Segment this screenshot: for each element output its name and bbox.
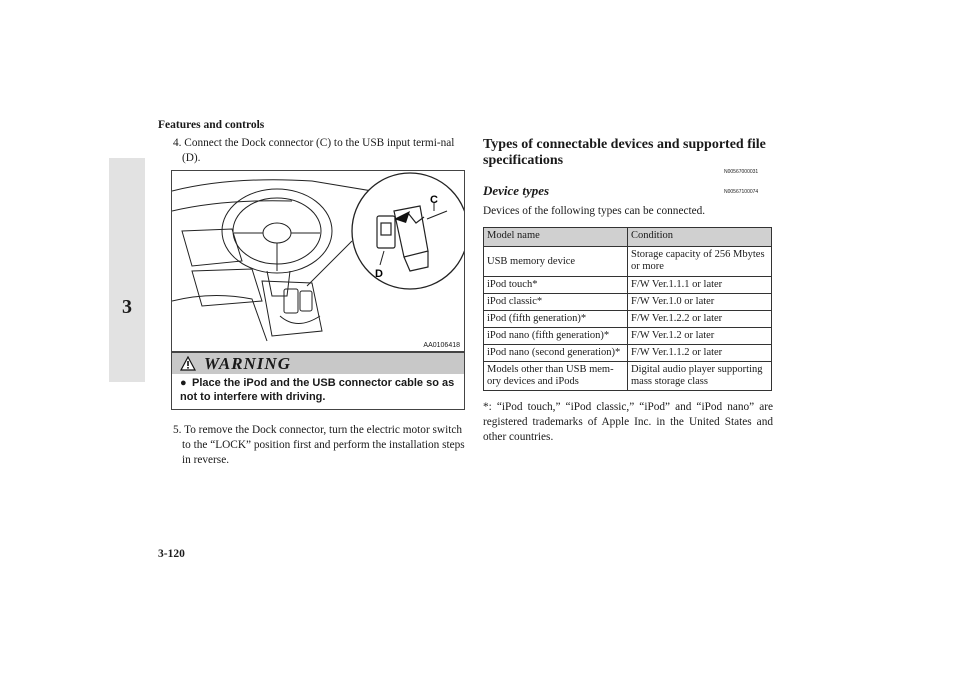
chapter-tab (109, 158, 145, 382)
figure-code: AA0106418 (423, 342, 460, 349)
warning-text: Place the iPod and the USB connector cable so as not to interfere with driving. (180, 377, 455, 403)
table-row (484, 277, 772, 294)
dashboard-illustration (172, 171, 464, 351)
running-header: Features and controls (158, 119, 265, 131)
warning-text-block (180, 376, 458, 404)
table-cell: Digital audio player supporting mass storage class (628, 362, 772, 391)
device-table (483, 227, 772, 391)
step-5-text: 5. To remove the Dock connector, turn the electric motor switch to the “LOCK” position first and perform the installation steps in reverse. (173, 424, 465, 466)
table-cell: USB memory device (484, 247, 628, 277)
table-cell: iPod nano (second generation)* (484, 345, 628, 362)
warning-title: WARNING (204, 354, 291, 373)
table-row (484, 345, 772, 362)
table-cell: iPod nano (fifth generation)* (484, 328, 628, 345)
table-cell: iPod (fifth generation)* (484, 311, 628, 328)
table-row (484, 247, 772, 277)
table-header-condition: Condition (628, 228, 772, 247)
table-row (484, 328, 772, 345)
label-d: D (375, 268, 383, 280)
table-row (484, 311, 772, 328)
table-cell: F/W Ver.1.1.1 or later (628, 277, 772, 294)
subheading: Device types (483, 183, 550, 198)
bullet-icon: ● (180, 377, 187, 389)
table-cell: F/W Ver.1.1.2 or later (628, 345, 772, 362)
table-header-row (484, 228, 772, 247)
table-cell: F/W Ver.1.2 or later (628, 328, 772, 345)
warning-triangle-icon (180, 356, 196, 371)
label-c: C (430, 194, 438, 206)
chapter-number: 3 (122, 296, 132, 318)
intro-text: Devices of the following types can be connected. (483, 205, 706, 217)
table-cell: iPod classic* (484, 294, 628, 311)
section-code: N00567000031 (724, 169, 759, 175)
table-row (484, 362, 772, 391)
warning-header (172, 353, 464, 374)
table-cell: F/W Ver.1.0 or later (628, 294, 772, 311)
dock-connector-figure (171, 170, 465, 352)
section-title: Types of connectable devices and supported file specifications (483, 137, 766, 168)
table-row (484, 294, 772, 311)
table-header-model: Model name (484, 228, 628, 247)
table-cell: F/W Ver.1.2.2 or later (628, 311, 772, 328)
warning-box (171, 352, 465, 410)
step-4-text: 4. Connect the Dock connector (C) to the USB input termi-nal (D). (173, 137, 455, 164)
table-cell: iPod touch* (484, 277, 628, 294)
trademark-note: *: “iPod touch,” “iPod classic,” “iPod” and “iPod nano” are registered trademarks of Apple Inc. in the United States and other countries. (483, 401, 773, 443)
page-number: 3-120 (158, 548, 185, 560)
table-cell: Storage capacity of 256 Mbytes or more (628, 247, 772, 277)
subheading-code: N00567100074 (724, 189, 759, 195)
table-cell: Models other than USB mem-ory devices and iPods (484, 362, 628, 391)
